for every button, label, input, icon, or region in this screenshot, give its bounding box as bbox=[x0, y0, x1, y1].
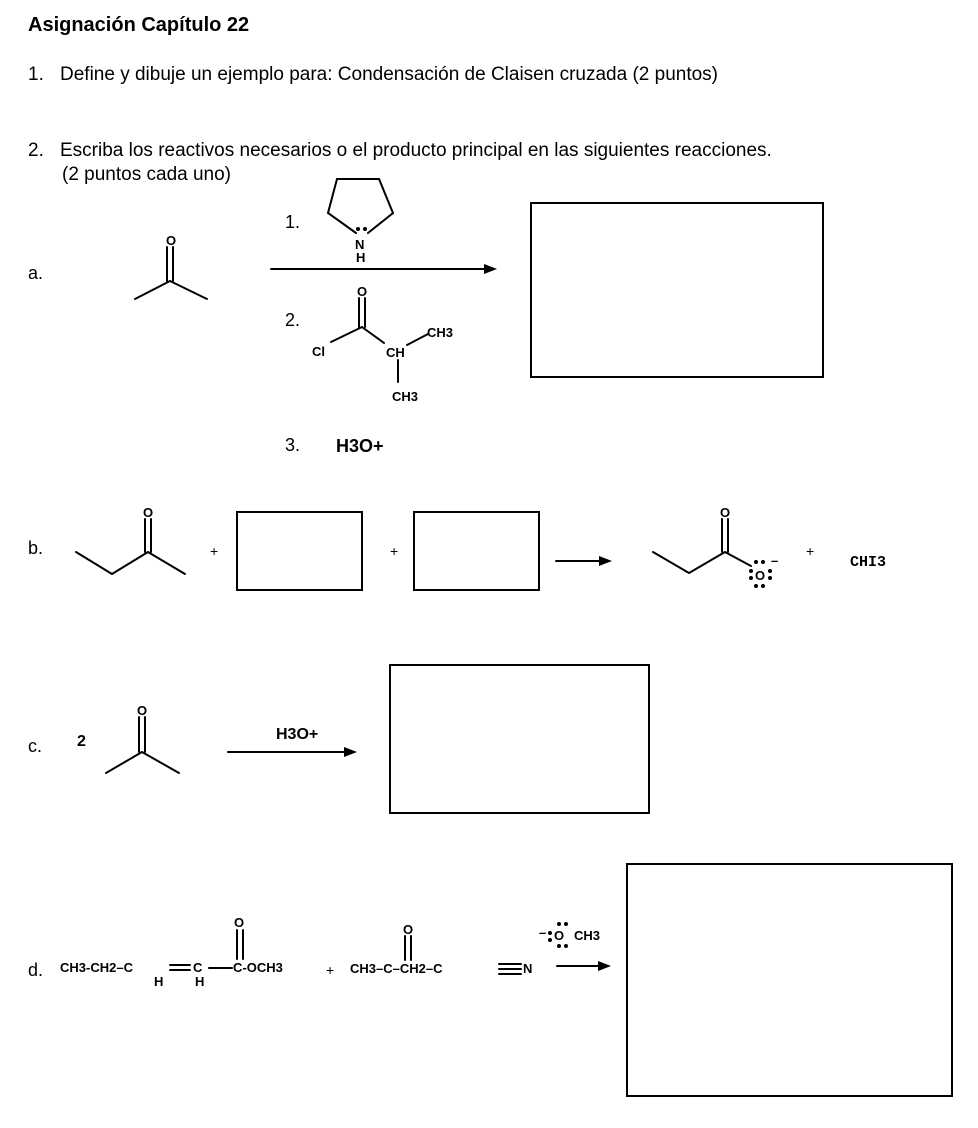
part-c-ketone-O: O bbox=[137, 703, 148, 718]
part-b-label: b. bbox=[28, 538, 44, 558]
part-d-nitrile-O: O bbox=[403, 922, 414, 937]
pyrrolidine-ring bbox=[328, 179, 393, 233]
part-b-anion-O: O bbox=[755, 568, 766, 583]
question-2-number: 2. bbox=[28, 140, 44, 161]
pyrrolidine-N: N bbox=[355, 237, 365, 252]
pyrrolidine-H: H bbox=[356, 250, 366, 265]
part-d-ester-H2: H bbox=[195, 974, 205, 989]
part-b-byproduct: CHI3 bbox=[850, 554, 887, 571]
part-d-plus: + bbox=[326, 962, 335, 978]
acyl-CH3-top: CH3 bbox=[427, 325, 454, 340]
part-c-reagent: H3O+ bbox=[276, 726, 319, 743]
part-a-label: a. bbox=[28, 263, 44, 283]
part-b-plus-1: + bbox=[210, 543, 219, 559]
part-b-carboxylate bbox=[653, 519, 751, 573]
lone-pair-dots bbox=[356, 227, 772, 948]
part-d-ester-right: C-OCH3 bbox=[233, 960, 283, 975]
part-d-nitrile-N: N bbox=[523, 961, 533, 976]
part-b-ketone bbox=[76, 519, 185, 574]
part-a-reagent3: H3O+ bbox=[336, 436, 384, 456]
acyl-CH3-bottom: CH3 bbox=[392, 389, 419, 404]
part-c-label: c. bbox=[28, 736, 43, 756]
arrowhead-b bbox=[599, 556, 612, 566]
part-b-charge: – bbox=[771, 553, 779, 568]
part-d-base-O: O bbox=[554, 928, 565, 943]
part-d-ester-left: CH3-CH2–C bbox=[60, 960, 133, 975]
acyl-chloride bbox=[331, 298, 428, 382]
part-a-acetone bbox=[135, 247, 207, 299]
part-d-ester-H1: H bbox=[154, 974, 164, 989]
question-1-text: Define y dibuje un ejemplo para: Condensación de Claisen cruzada (2 puntos) bbox=[60, 64, 719, 85]
part-a-step2: 2. bbox=[285, 310, 301, 330]
acyl-Cl: Cl bbox=[312, 344, 325, 359]
acyl-O: O bbox=[357, 284, 368, 299]
part-d-nitrile-left: CH3–C–CH2–C bbox=[350, 961, 443, 976]
part-b-plus-2: + bbox=[390, 543, 399, 559]
part-d-ester-O: O bbox=[234, 915, 245, 930]
part-a-ketone-O: O bbox=[166, 233, 177, 248]
part-c-coefficient: 2 bbox=[77, 733, 86, 750]
arrowhead-c bbox=[344, 747, 357, 757]
part-d-base-CH3: CH3 bbox=[574, 928, 601, 943]
question-1-number: 1. bbox=[28, 64, 44, 85]
part-b-plus-3: + bbox=[806, 543, 815, 559]
arrowhead-a bbox=[484, 264, 497, 274]
part-d-base-charge: – bbox=[539, 925, 547, 940]
acyl-CH: CH bbox=[386, 345, 405, 360]
page-title: Asignación Capítulo 22 bbox=[28, 14, 250, 36]
question-2-subtext: (2 puntos cada uno) bbox=[62, 164, 232, 185]
part-d-ester-C2: C bbox=[193, 960, 203, 975]
part-d-label: d. bbox=[28, 960, 44, 980]
part-c-acetone bbox=[106, 717, 179, 773]
part-a-step1: 1. bbox=[285, 212, 301, 232]
question-2-text: Escriba los reactivos necesarios o el producto principal en las siguientes reacciones. bbox=[60, 140, 772, 161]
part-b-product-O: O bbox=[720, 505, 731, 520]
part-b-ketone-O: O bbox=[143, 505, 154, 520]
arrowhead-d bbox=[598, 961, 611, 971]
part-a-step3: 3. bbox=[285, 435, 301, 455]
